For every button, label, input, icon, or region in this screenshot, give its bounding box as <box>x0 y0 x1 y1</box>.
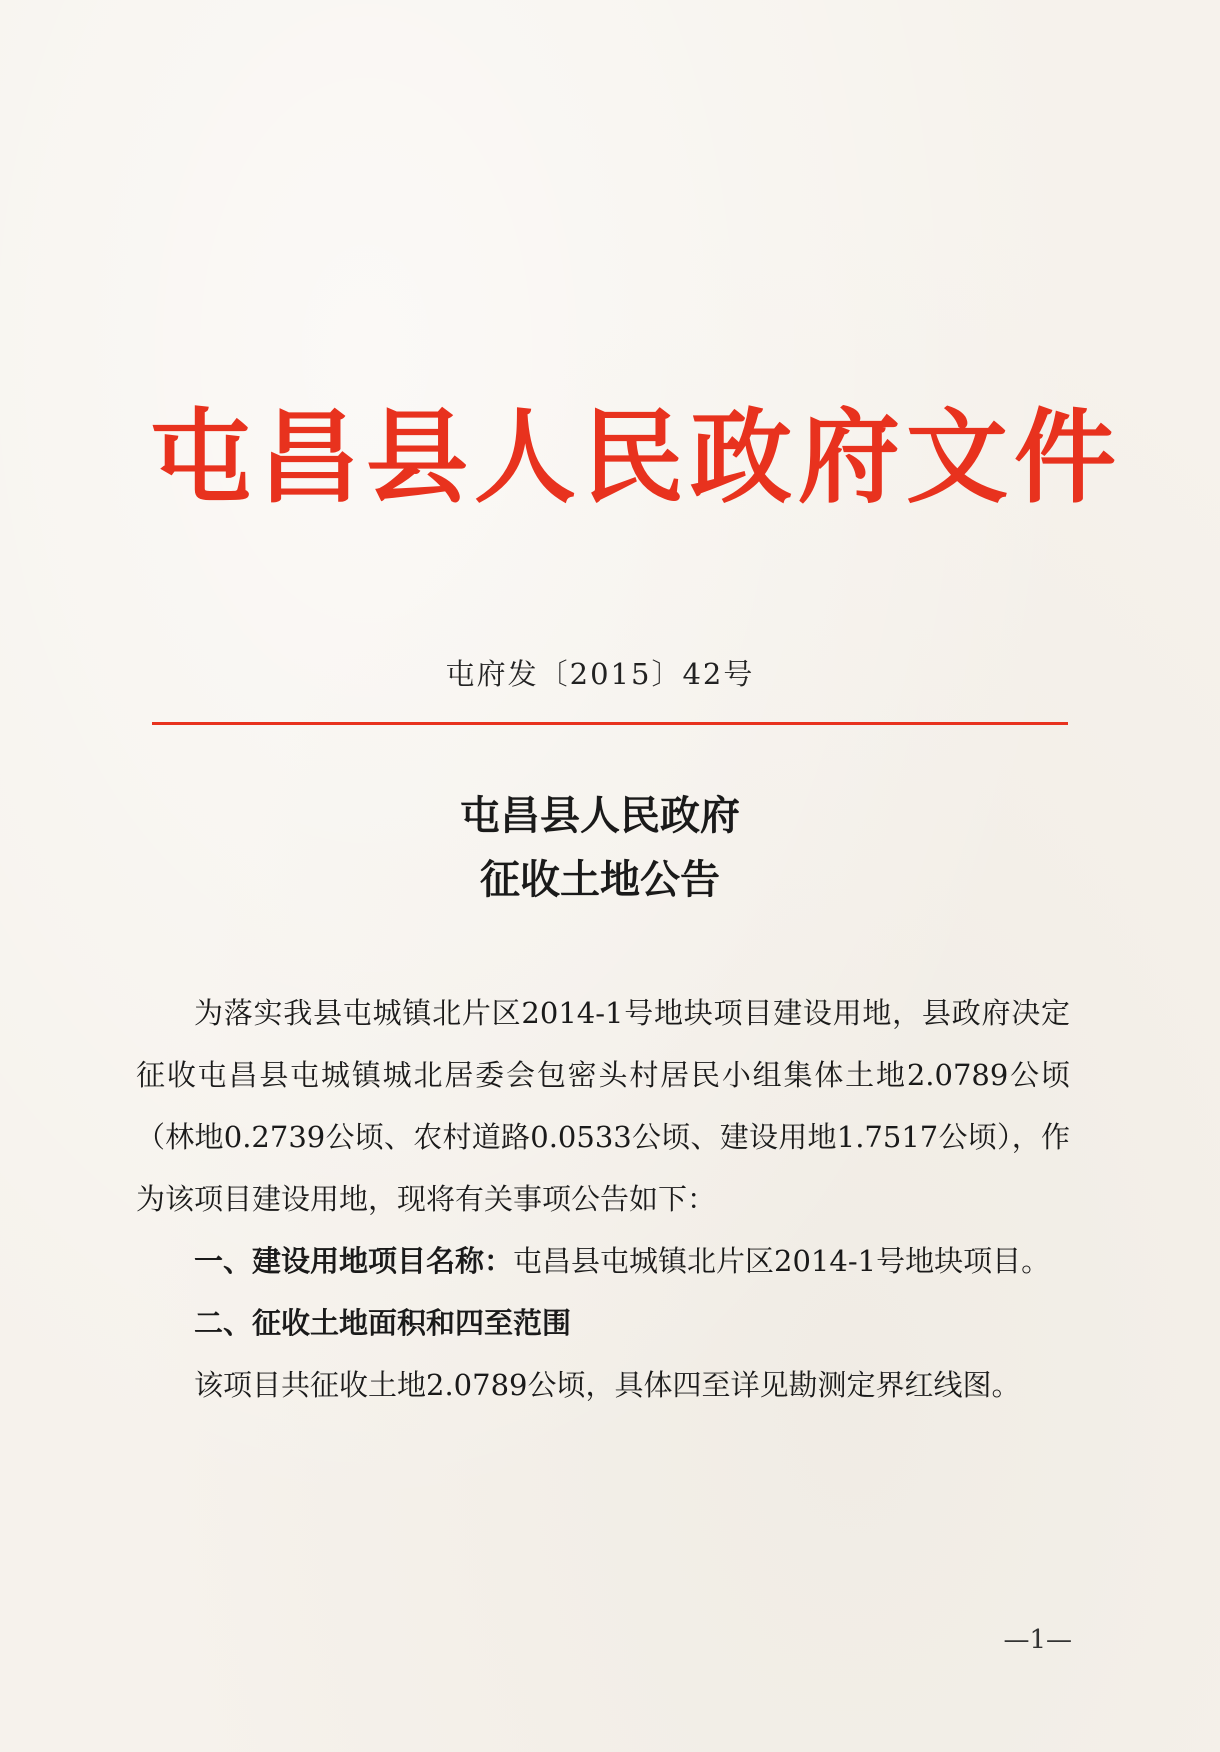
page-number: —1— <box>1003 1625 1072 1655</box>
section-1-paragraph <box>136 1230 1070 1292</box>
document-header-title: 屯昌县人民政府文件 <box>150 399 1122 518</box>
section-1-text: 屯昌县屯城镇北片区2014-1号地块项目。 <box>513 1244 1051 1278</box>
header-divider <box>152 722 1068 725</box>
notice-title-issuer: 屯昌县人民政府 <box>460 793 740 839</box>
section-2-heading: 二、征收土地面积和四至范围 <box>194 1306 572 1340</box>
section-2-text: 该项目共征收土地2.0789公顷，具体四至详见勘测定界红线图。 <box>194 1368 1021 1402</box>
section-1-heading: 一、建设用地项目名称： <box>194 1244 514 1278</box>
notice-title-subject: 征收土地公告 <box>480 857 720 903</box>
notice-body <box>136 982 1070 1416</box>
document-number: 屯府发〔2015〕42号 <box>445 657 755 691</box>
intro-paragraph: 为落实我县屯城镇北片区2014-1号地块项目建设用地，县政府决定征收屯昌县屯城镇城北居委会包密头村居民小组集体土地2.0789公顷（林地0.2739公顷、农村道路0.0533公顷、建设用地1.7517公顷），作为该项目建设用地，现将有关事项公告如下： <box>136 996 1070 1216</box>
